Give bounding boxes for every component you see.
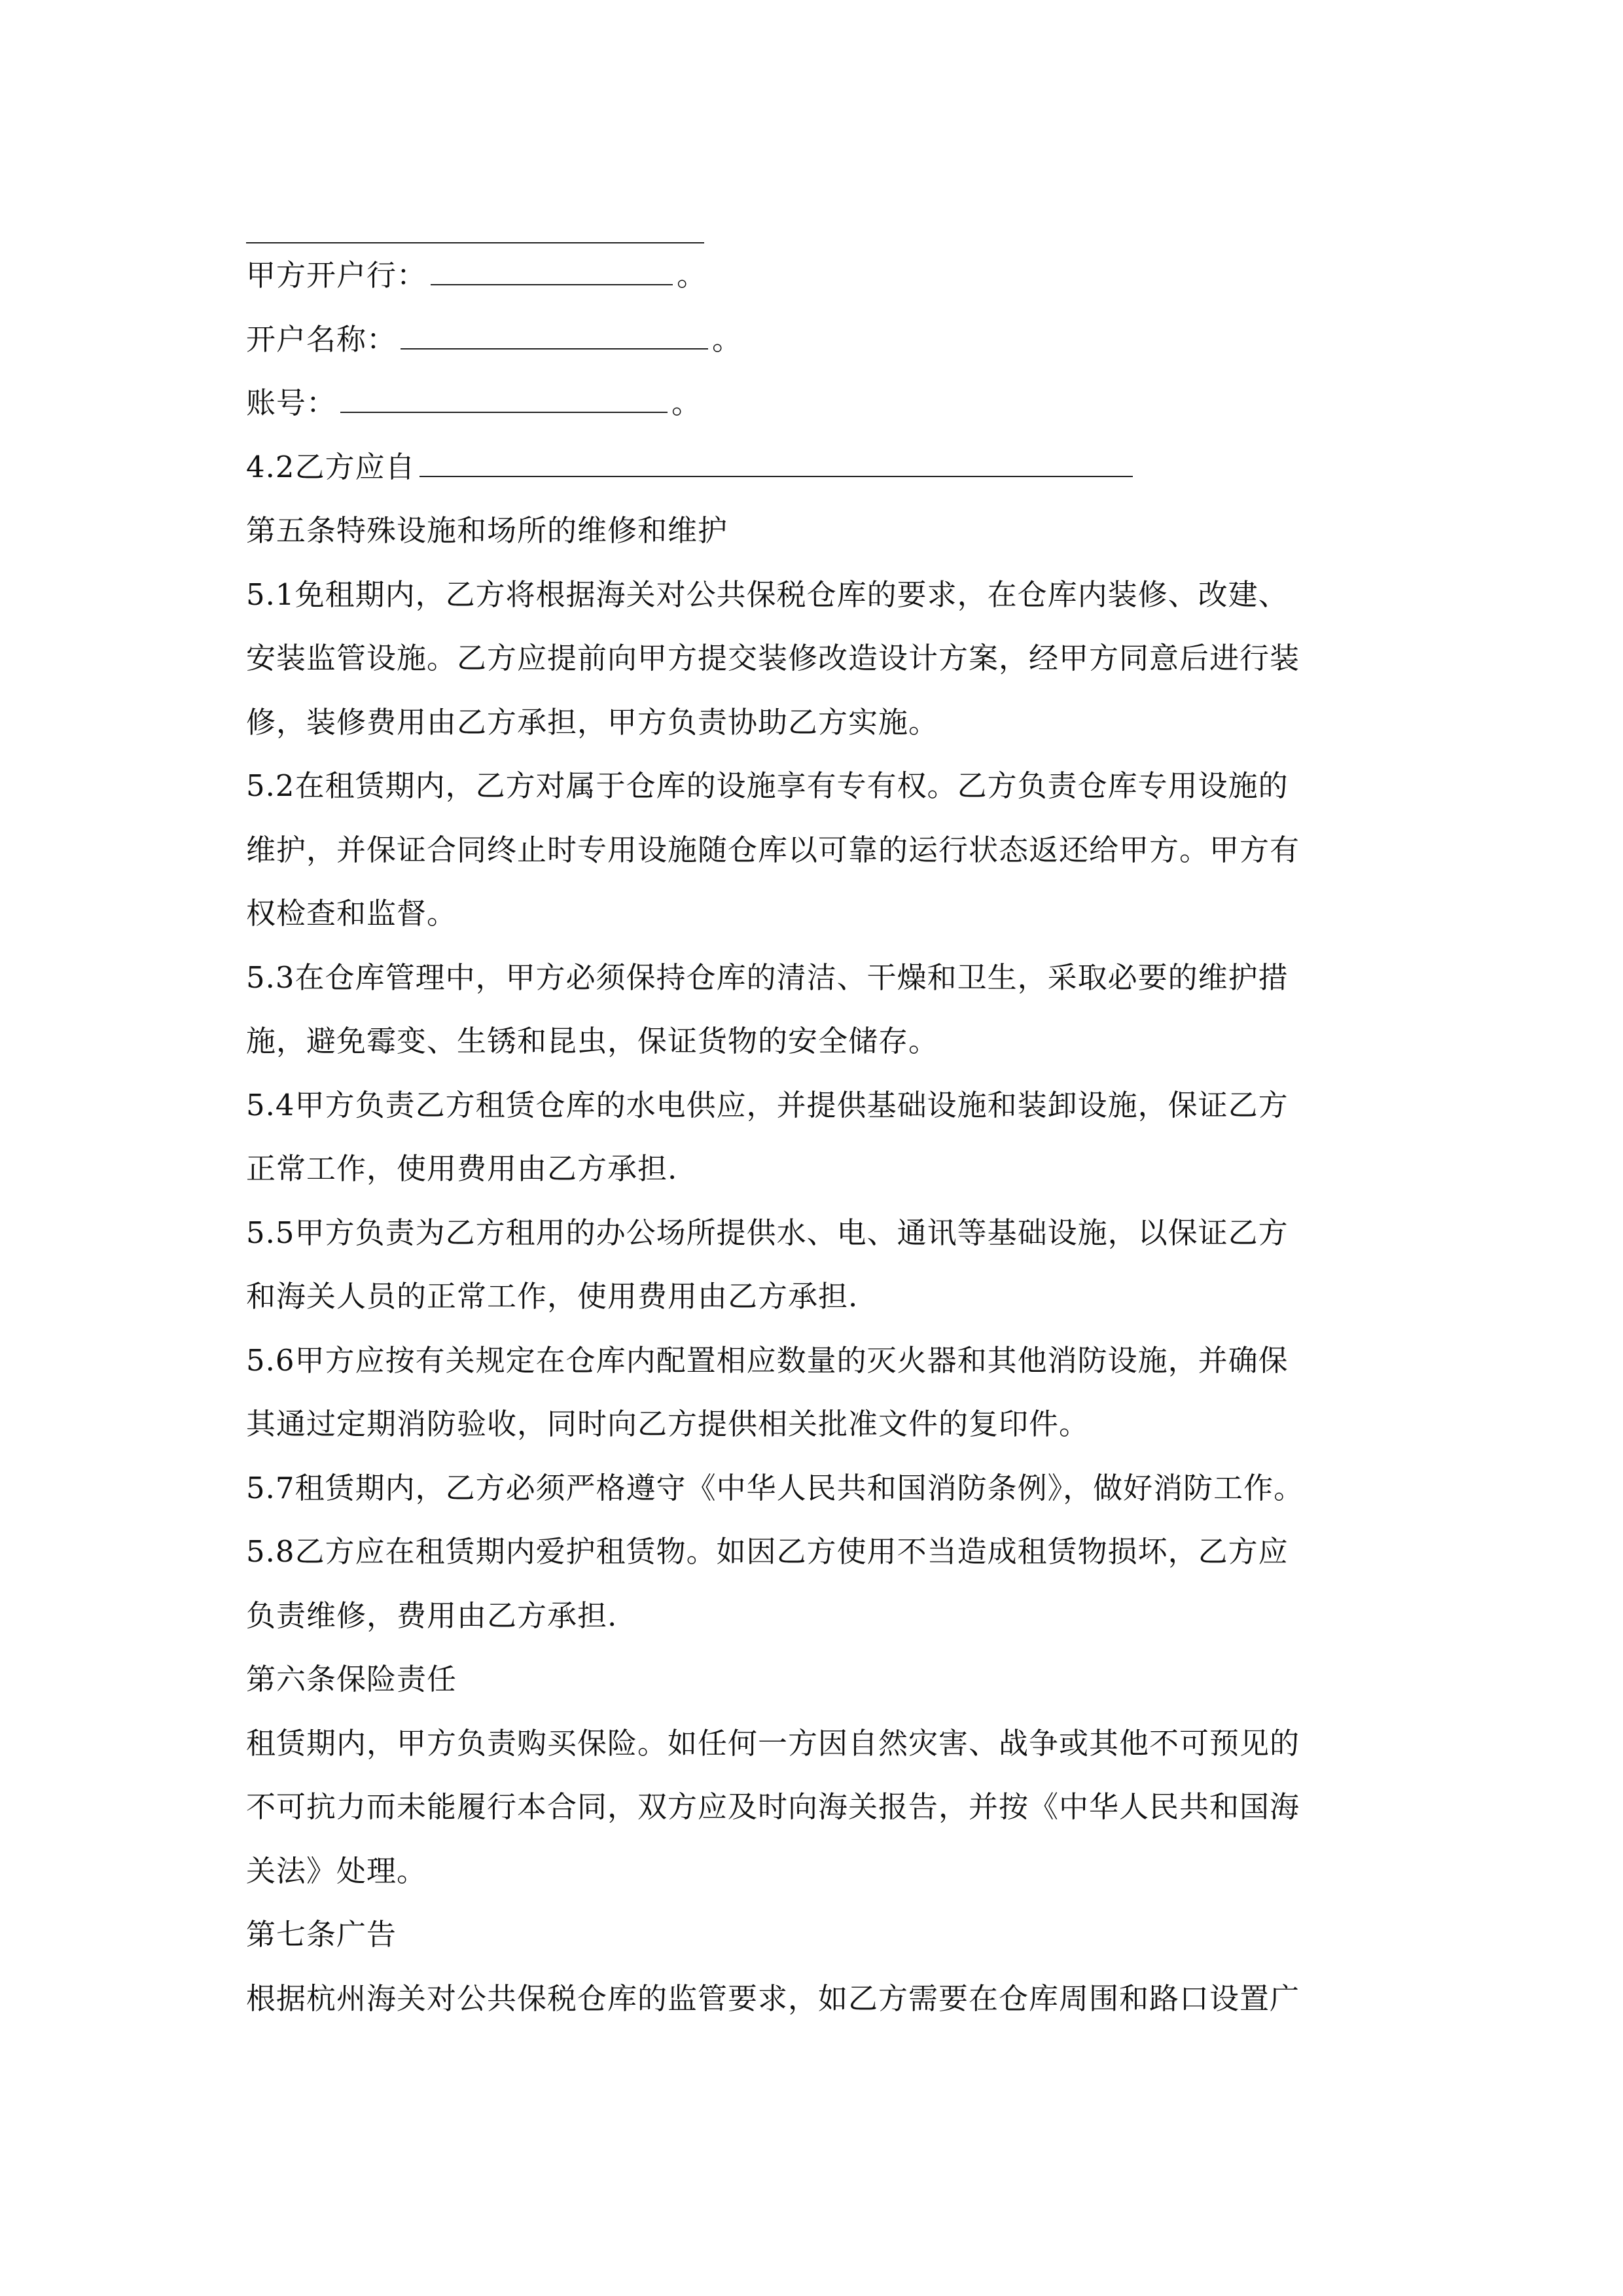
clause-4-2-blank xyxy=(419,450,1133,477)
article-5-line: 权检查和监督。 xyxy=(246,896,457,931)
article-5-line: 其通过定期消防验收，同时向乙方提供相关批准文件的复印件。 xyxy=(246,1407,1090,1441)
article-6-line: 租赁期内，甲方负责购买保险。如任何一方因自然灾害、战争或其他不可预见的 xyxy=(246,1725,1300,1761)
account-number-blank xyxy=(340,386,668,413)
article-5-line: 负责维修，费用由乙方承担. xyxy=(246,1598,618,1633)
clause-4-2-text: 4.2乙方应自 xyxy=(246,449,416,484)
account-name-end-mark: 。 xyxy=(712,321,743,357)
article-5-line: 施，避免霉变、生锈和昆虫，保证货物的安全储存。 xyxy=(246,1024,939,1058)
article-5-line: 修，装修费用由乙方承担，甲方负责协助乙方实施。 xyxy=(246,704,939,740)
article-5-line: 5.5甲方负责为乙方租用的办公场所提供水、电、通讯等基础设施，以保证乙方 xyxy=(246,1215,1289,1250)
article-5-line: 5.2在租赁期内，乙方对属于仓库的设施享有专有权。乙方负责仓库专用设施的 xyxy=(246,768,1289,803)
account-number-end-mark: 。 xyxy=(671,386,702,420)
document-body xyxy=(246,209,1398,2030)
account-number-line xyxy=(246,371,1398,435)
article-5-line: 5.3在仓库管理中，甲方必须保持仓库的清洁、干燥和卫生，采取必要的维护措 xyxy=(246,960,1289,995)
bank-line xyxy=(246,243,1398,308)
article-5-line: 安装监管设施。乙方应提前向甲方提交装修改造设计方案，经甲方同意后进行装 xyxy=(246,641,1300,675)
article-5-line: 5.7租赁期内，乙方必须严格遵守《中华人民共和国消防条例》，做好消防工作。 xyxy=(246,1470,1304,1505)
article-5-line: 5.6甲方应按有关规定在仓库内配置相应数量的灭火器和其他消防设施，并确保 xyxy=(246,1342,1289,1378)
article-5-title: 第五条特殊设施和场所的维修和维护 xyxy=(246,513,728,548)
article-5-line: 5.8乙方应在租赁期内爱护租赁物。如因乙方使用不当造成租赁物损坏，乙方应 xyxy=(246,1534,1289,1569)
account-name-line xyxy=(246,308,1398,372)
article-7-title: 第七条广告 xyxy=(246,1917,397,1952)
article-5-line: 维护，并保证合同终止时专用设施随仓库以可靠的运行状态返还给甲方。甲方有 xyxy=(246,832,1300,867)
account-name-blank xyxy=(401,322,708,350)
article-5-line: 5.4甲方负责乙方租赁仓库的水电供应，并提供基础设施和装卸设施，保证乙方 xyxy=(246,1087,1289,1122)
bank-end-mark: 。 xyxy=(677,258,707,293)
bank-blank xyxy=(431,258,673,285)
article-5-line: 5.1免租期内，乙方将根据海关对公共保税仓库的要求，在仓库内装修、改建、 xyxy=(246,577,1289,612)
account-name-label: 开户名称： xyxy=(246,321,397,357)
article-6-line: 不可抗力而未能履行本合同，双方应及时向海关报告，并按《中华人民共和国海 xyxy=(246,1789,1300,1824)
article-7-line: 根据杭州海关对公共保税仓库的监管要求，如乙方需要在仓库周围和路口设置广 xyxy=(246,1981,1300,2016)
clause-4-2-line xyxy=(246,435,1398,499)
article-6-line: 关法》处理。 xyxy=(246,1853,427,1888)
article-5-line: 和海关人员的正常工作，使用费用由乙方承担. xyxy=(246,1279,859,1314)
article-6-title: 第六条保险责任 xyxy=(246,1662,457,1696)
article-5-line: 正常工作，使用费用由乙方承担. xyxy=(246,1151,678,1186)
account-number-label: 账号： xyxy=(246,386,337,420)
bank-label: 甲方开户行： xyxy=(246,258,427,293)
top-blank-line xyxy=(246,209,704,243)
